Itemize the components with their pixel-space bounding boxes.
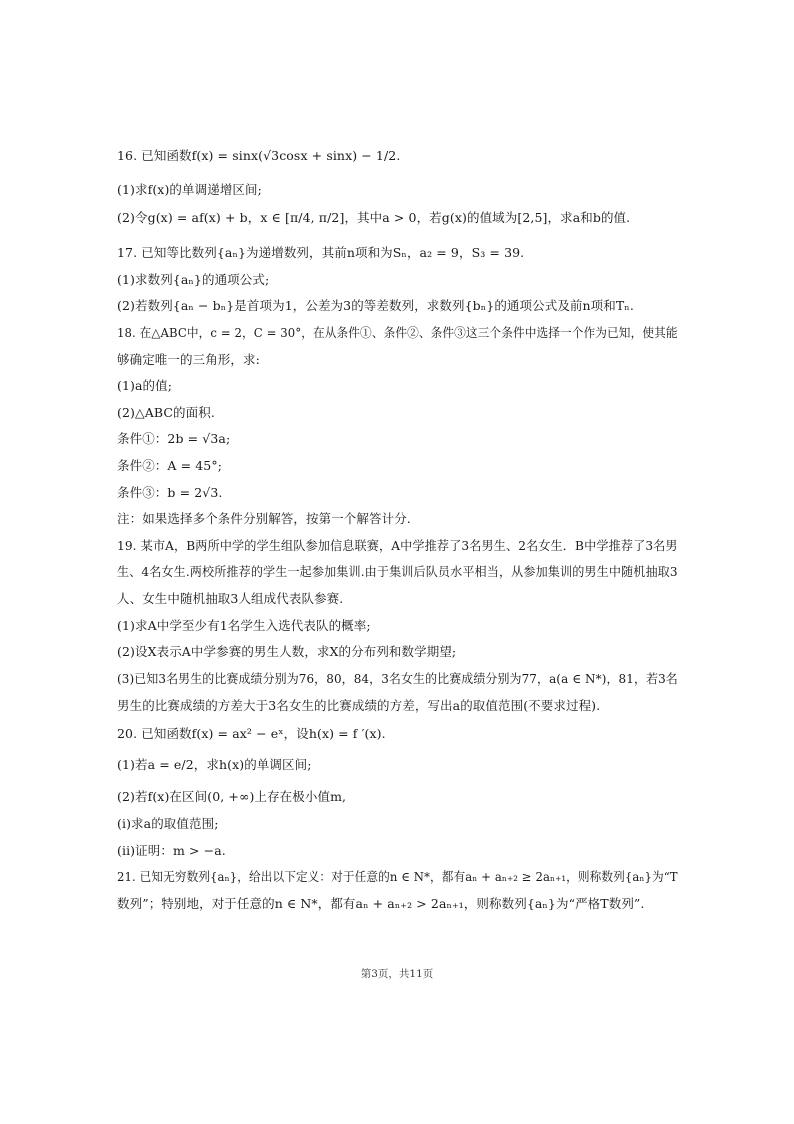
text-line: 19. 某市A，B两所中学的学生组队参加信息联赛，A中学推荐了3名男生、2名女生．B中学推荐了3名男 <box>117 538 678 553</box>
text-line: (i)求a的取值范围; <box>117 816 219 831</box>
text-line: 条件②：A = 45°; <box>117 458 223 473</box>
text-line: (2)若f(x)在区间(0, +∞)上存在极小值m, <box>117 789 347 804</box>
text-line: 男生的比赛成绩的方差大于3名女生的比赛成绩的方差，写出a的取值范围(不要求过程). <box>117 698 601 713</box>
text-line: 生、4名女生.两校所推荐的学生一起参加集训.由于集训后队员水平相当，从参加集训的男生中随机抽取3 <box>117 564 678 579</box>
text-line: (2)令g(x) = af(x) + b，x ∈ [π/4, π/2]，其中a > 0，若g(x)的值域为[2,5]，求a和b的值. <box>117 210 631 225</box>
text-line: 21. 已知无穷数列{aₙ}，给出以下定义：对于任意的n ∈ N*，都有aₙ + aₙ₊₂ ≥ 2aₙ₊₁，则称数列{aₙ}为“T <box>117 869 678 884</box>
text-line: 人、女生中随机抽取3人组成代表队参赛. <box>117 591 344 606</box>
text-line: (1)a的值; <box>117 378 173 393</box>
text-line: 17. 已知等比数列{aₙ}为递增数列，其前n项和为Sₙ，a₂ = 9，S₃ = 39. <box>117 245 525 260</box>
text-line: 18. 在△ABC中，c = 2，C = 30°，在从条件①、条件②、条件③这三个条件中选择一个作为已知，使其能 <box>117 325 678 340</box>
text-line: 注：如果选择多个条件分别解答，按第一个解答计分. <box>117 511 411 526</box>
text-line: 条件③：b = 2√3. <box>117 485 223 500</box>
text-line: (2)△ABC的面积. <box>117 405 215 420</box>
text-line: (3)已知3名男生的比赛成绩分别为76，80，84，3名女生的比赛成绩分别为77，a(a ∈ N*)，81，若3名 <box>117 671 678 686</box>
text-line: 够确定唯一的三角形，求: <box>117 352 260 367</box>
text-line: (1)求A中学至少有1名学生入选代表队的概率; <box>117 618 371 633</box>
text-line: (2)设X表示A中学参赛的男生人数，求X的分布列和数学期望; <box>117 644 457 659</box>
text-line: 20. 已知函数f(x) = ax² − eˣ，设h(x) = f ′(x). <box>117 726 386 741</box>
text-line: (2)若数列{aₙ − bₙ}是首项为1，公差为3的等差数列，求数列{bₙ}的通项公式及前n项和Tₙ. <box>117 298 634 313</box>
text-line: 数列”；特别地，对于任意的n ∈ N*，都有aₙ + aₙ₊₂ > 2aₙ₊₁，则称数列{aₙ}为“严格T数列”. <box>117 896 645 911</box>
page-footer: 第3页，共11页 <box>360 968 434 980</box>
text-line: (ii)证明：m > −a. <box>117 843 226 858</box>
text-line: (1)若a = e/2，求h(x)的单调区间; <box>117 757 312 772</box>
text-line: (1)求数列{aₙ}的通项公式; <box>117 272 270 287</box>
text-line: 条件①：2b = √3a; <box>117 431 231 446</box>
text-line: 16. 已知函数f(x) = sinx(√3cosx + sinx) − 1/2. <box>117 148 401 163</box>
text-line: (1)求f(x)的单调递增区间; <box>117 182 262 197</box>
